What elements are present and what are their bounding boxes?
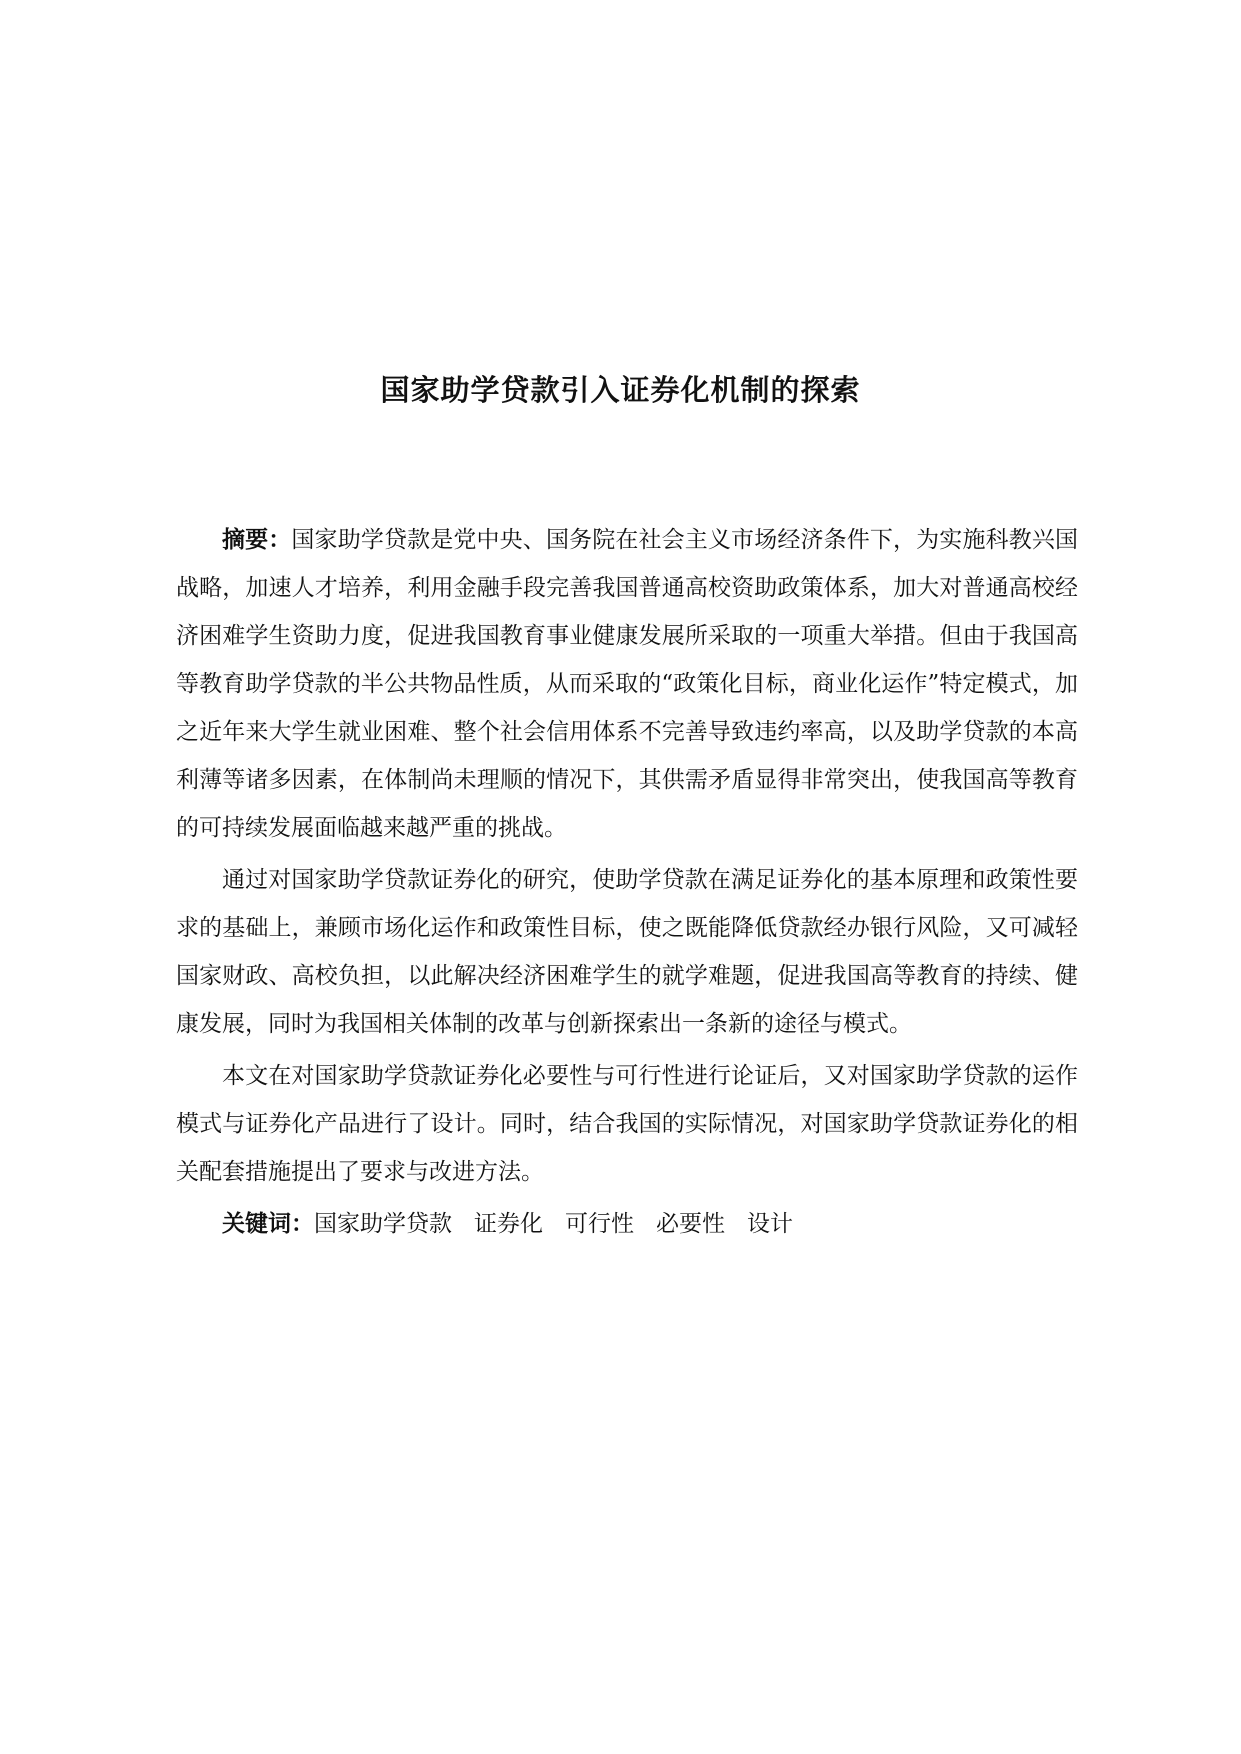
abstract-paragraph-1: [176, 516, 1078, 852]
keywords-label: 关键词：: [222, 1211, 314, 1237]
keyword: 可行性: [565, 1211, 634, 1237]
abstract-label: 摘要：: [222, 527, 292, 553]
keyword: 必要性: [656, 1211, 725, 1237]
abstract-paragraph-2: 通过对国家助学贷款证券化的研究，使助学贷款在满足证券化的基本原理和政策性要求的基础上，兼顾市场化运作和政策性目标，使之既能降低贷款经办银行风险，又可减轻国家财政、高校负担，以此解决经济困难学生的就学难题，促进我国高等教育的持续、健康发展，同时为我国相关体制的改革与创新探索出一条新的途径与模式。: [176, 867, 1078, 1037]
keyword: 设计: [747, 1211, 793, 1237]
keyword: 国家助学贷款: [314, 1211, 452, 1237]
keyword: 证券化: [474, 1211, 543, 1237]
abstract-body: [176, 516, 1078, 1252]
page-title: 国家助学贷款引入证券化机制的探索: [380, 373, 861, 407]
abstract-paragraph-1-text: 国家助学贷款是党中央、国务院在社会主义市场经济条件下，为实施科教兴国战略，加速人才培养，利用金融手段完善我国普通高校资助政策体系，加大对普通高校经济困难学生资助力度，促进我国教育事业健康发展所采取的一项重大举措。但由于我国高等教育助学贷款的半公共物品性质，从而采取的“政策化目标，商业化运作”特定模式，加之近年来大学生就业困难、整个社会信用体系不完善导致违约率高，以及助学贷款的本高利薄等诸多因素，在体制尚未理顺的情况下，其供需矛盾显得非常突出，使我国高等教育的可持续发展面临越来越严重的挑战。: [176, 527, 1079, 841]
abstract-paragraph-3: 本文在对国家助学贷款证券化必要性与可行性进行论证后，又对国家助学贷款的运作模式与证券化产品进行了设计。同时，结合我国的实际情况，对国家助学贷款证券化的相关配套措施提出了要求与改进方法。: [176, 1063, 1078, 1185]
keywords-line: [176, 1200, 1078, 1248]
